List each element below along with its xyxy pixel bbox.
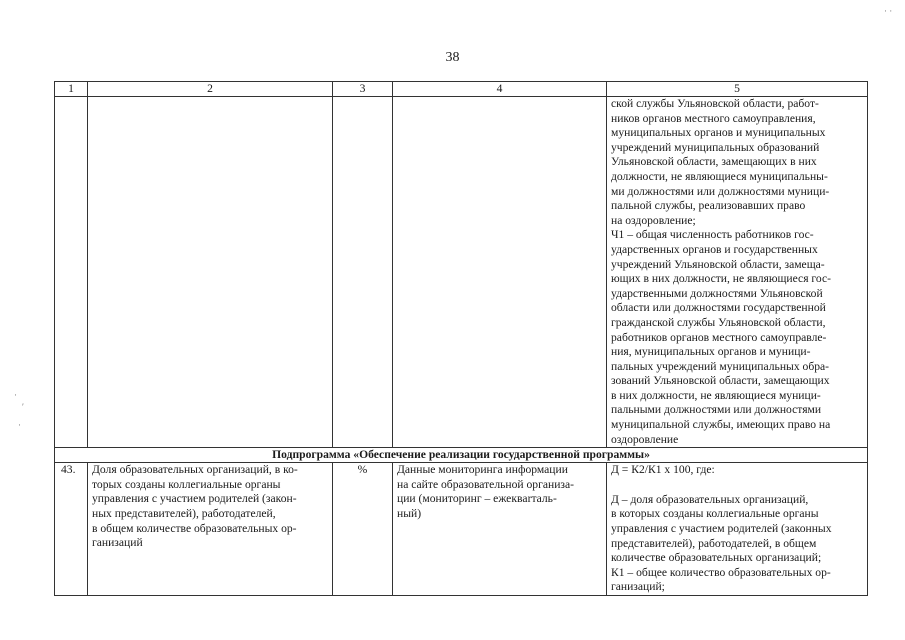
text-line: ударственных органов и государственных: [611, 242, 818, 256]
text-line: пальными должностями или должностями: [611, 403, 822, 417]
text-line: на сайте образовательной организа-: [397, 477, 574, 491]
text-line: в общем количестве образовательных ор-: [92, 521, 297, 535]
text-line: учреждений Ульяновской области, замеща-: [611, 257, 825, 271]
text-line: Ульяновской области, замещающих в них: [611, 155, 817, 169]
text-line: торых созданы коллегиальные органы: [92, 477, 281, 491]
column-number-1: 1: [55, 82, 88, 97]
text-line: ударственными должностями Ульяновской: [611, 286, 823, 300]
column-number-2: 2: [88, 82, 333, 97]
continuation-cell-3: [333, 97, 393, 448]
text-line: К1 – общее количество образовательных ор-: [611, 565, 831, 579]
indicators-table: [54, 81, 868, 596]
continuation-cell-1: [55, 97, 88, 448]
continuation-row: [55, 97, 868, 448]
row-number: 43.: [55, 463, 88, 596]
text-line: Д – доля образовательных организаций,: [611, 492, 809, 506]
text-line: ской службы Ульяновской области, работ-: [611, 97, 819, 110]
continuation-cell-2: [88, 97, 333, 448]
page-number: 38: [445, 50, 460, 65]
text-line: на оздоровление;: [611, 213, 696, 227]
text-line: ных представителей), работодателей,: [92, 507, 276, 521]
table-header-row: [55, 82, 868, 97]
text-line: представителей), работодателей, в общем: [611, 536, 817, 550]
text-line: ми должностями или должностями муници-: [611, 184, 830, 198]
text-line: Ч1 – общая численность работников гос-: [611, 228, 814, 242]
column-number-3: 3: [333, 82, 393, 97]
continuation-text: [611, 97, 863, 447]
text-line: Данные мониторинга информации: [397, 463, 568, 477]
text-line: ганизаций: [92, 536, 143, 550]
text-line: должности, не являющиеся муниципальны-: [611, 169, 828, 183]
text-line: ников органов местного самоуправления,: [611, 111, 816, 125]
text-line: работников органов местного самоуправле-: [611, 330, 827, 344]
table-row: [55, 463, 868, 596]
text-line: пальных учреждений муниципальных обра-: [611, 359, 830, 373]
text-line: в которых созданы коллегиальные органы: [611, 507, 819, 521]
text-line: зований Ульяновской области, замещающих: [611, 374, 830, 388]
section-title: Подпрограмма «Обеспечение реализации государственной программы»: [55, 448, 868, 463]
text-line: ния, муниципальных органов и муници-: [611, 345, 811, 359]
text-line: ный): [397, 507, 422, 521]
indicator-text: [92, 463, 328, 551]
text-line: пальной службы, реализовавших право: [611, 199, 806, 213]
text-line: количестве образовательных организаций;: [611, 551, 822, 565]
calculation-method: [607, 463, 868, 596]
continuation-method-cell: [607, 97, 868, 448]
text-line: оздоровление: [611, 432, 679, 446]
unit: %: [333, 463, 393, 596]
data-source-text: [397, 463, 602, 521]
text-line: в них должности, не являющиеся муници-: [611, 388, 821, 402]
text-line: управления с участием родителей (закон-: [92, 492, 297, 506]
column-number-5: 5: [607, 82, 868, 97]
formula: Д = К2/К1 х 100, где:: [611, 463, 715, 477]
section-row: [55, 448, 868, 463]
text-line: ции (мониторинг – ежеквarталь-: [397, 492, 557, 506]
text-line: ющих в них должности, не являющиеся гос-: [611, 272, 831, 286]
text-line: муниципальной службы, имеющих право на: [611, 418, 831, 432]
text-line: муниципальных органов и муниципальных: [611, 126, 826, 140]
formula-explanation: [611, 493, 863, 595]
text-line: учреждений муниципальных образований: [611, 140, 820, 154]
text-line: гражданской службы Ульяновской области,: [611, 315, 826, 329]
text-line: Доля образовательных организаций, в ко-: [92, 463, 298, 477]
text-line: области или должностями государственной: [611, 301, 826, 315]
data-source: [393, 463, 607, 596]
indicator-name: [88, 463, 333, 596]
column-number-4: 4: [393, 82, 607, 97]
text-line: управления с участием родителей (законных: [611, 522, 832, 536]
text-line: ганизаций;: [611, 580, 665, 594]
continuation-cell-4: [393, 97, 607, 448]
